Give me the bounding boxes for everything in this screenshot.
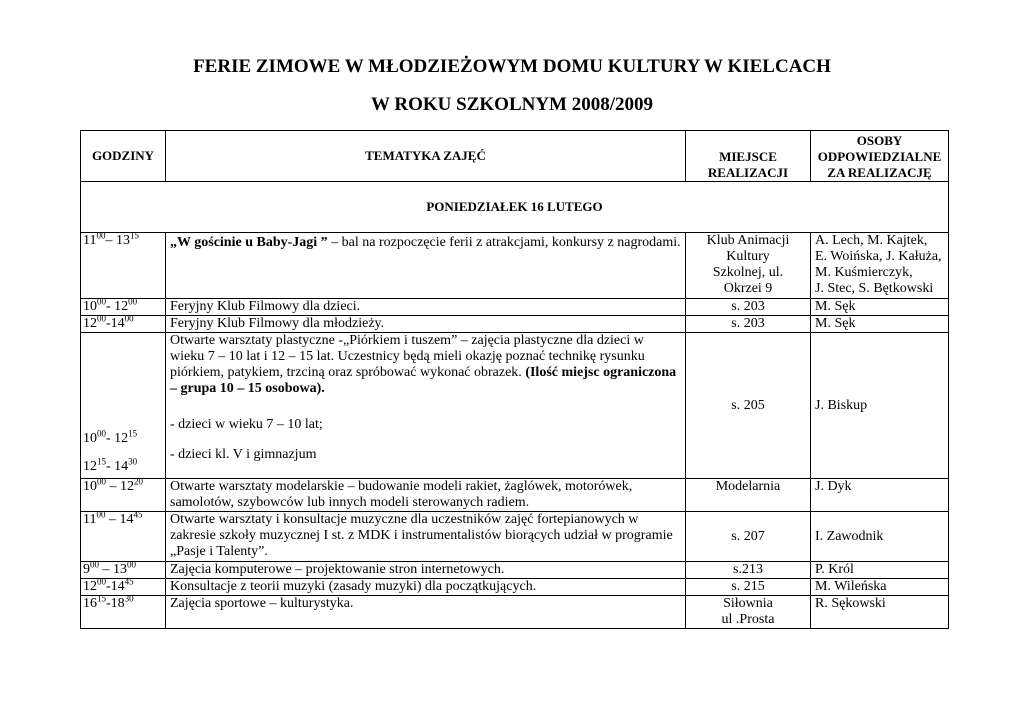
time-line: $12^{15}-$ $14^{30}$	[83, 456, 138, 474]
persons-cell: P. Król	[811, 562, 949, 579]
table-row	[81, 512, 949, 562]
header-miejsce	[686, 131, 811, 182]
header-miejsce-line2: REALIZACJI	[707, 165, 789, 180]
list-item: - dzieci kl. V i gimnazjum	[170, 447, 317, 462]
title-line-2: W ROKU SZKOLNYM 2008/2009	[370, 94, 654, 115]
place-cell: s. 215	[686, 579, 811, 596]
time-cell: $10^{00}-$ $12^{00}$	[81, 299, 166, 316]
place-cell: Siłownia ul .Prosta	[686, 596, 811, 629]
topic-cell: Feryjny Klub Filmowy dla młodzieży.	[166, 316, 686, 333]
time-cell: $12^{00}-14^{45}$	[81, 579, 166, 596]
header-row	[81, 131, 949, 182]
time-line: $10^{00}-$ $12^{15}$	[83, 428, 138, 446]
persons-cell: J. Dyk	[811, 479, 949, 512]
topic-bold: (Ilość miejsc ograniczona – grupa 10 – 15 osobowa).	[170, 365, 677, 396]
place-cell: s.213	[686, 562, 811, 579]
header-osoby	[811, 131, 949, 182]
time-cell: $16^{15}-18^{30}$	[81, 596, 166, 629]
table-row	[81, 299, 949, 316]
topic-cell: „W gościnie u Baby-Jagi ” – bal na rozpoczęcie ferii z atrakcjami, konkursy z nagrodami.	[166, 233, 686, 299]
time-cell: $9^{00} - 13^{00}$	[81, 562, 166, 579]
table-row	[81, 333, 949, 479]
persons-cell: M. Sęk	[811, 316, 949, 333]
time-cell: $10^{00} - 12^{20}$	[81, 479, 166, 512]
topic-cell: Konsultacje z teorii muzyki (zasady muzyki) dla początkujących.	[166, 579, 686, 596]
time-cell: $12^{00}-14^{00}$	[81, 316, 166, 333]
table-row	[81, 479, 949, 512]
header-osoby-line2: ODPOWIEDZIALNE	[817, 149, 942, 164]
topic-cell: Feryjny Klub Filmowy dla dzieci.	[166, 299, 686, 316]
header-godziny: GODZINY	[81, 131, 166, 182]
day-heading: PONIEDZIAŁEK 16 LUTEGO	[81, 182, 949, 233]
table-row	[81, 562, 949, 579]
topic-cell: Otwarte warsztaty plastyczne -„Piórkiem i tuszem” – zajęcia plastyczne dla dzieci w wieku 7 – 10 lat i 12 – 15 lat. Uczestnicy będą mieli okazję poznać technikę rysunku piórkiem, patykiem, trzciną oraz spróbować wykonać obrazek. (Ilość miejsc ograniczona – grupa 10 – 15 osobowa). - dzieci w wieku 7 – 10 lat; - dzieci kl. V i gimnazjum	[166, 333, 686, 479]
header-miejsce-line1: MIEJSCE	[719, 149, 777, 164]
place-cell: s. 203	[686, 316, 811, 333]
topic-bold: „W gościnie u Baby-Jagi ”	[170, 235, 328, 250]
place-cell: s. 207	[686, 512, 811, 562]
header-tematyka: TEMATYKA ZAJĘĆ	[166, 131, 686, 182]
table-row	[81, 233, 949, 299]
persons-cell: I. Zawodnik	[811, 512, 949, 562]
persons-cell: A. Lech, M. Kajtek, E. Woińska, J. Kałuża, M. Kuśmierczyk, J. Stec, S. Bętkowski	[811, 233, 949, 299]
topic-cell: Zajęcia komputerowe – projektowanie stron internetowych.	[166, 562, 686, 579]
table-row	[81, 579, 949, 596]
time-cell: $11^{00}-$ $13^{15}$	[81, 233, 166, 299]
topic-cell: Otwarte warsztaty modelarskie – budowanie modeli rakiet, żaglówek, motorówek, samolotów, szybowców lub innych modeli sterowanych radiem.	[166, 479, 686, 512]
topic-cell: Zajęcia sportowe – kulturystyka.	[166, 596, 686, 629]
header-osoby-line3: ZA REALIZACJĘ	[827, 165, 932, 180]
time-cell: $11^{00} - 14^{45}$	[81, 512, 166, 562]
list-item: - dzieci w wieku 7 – 10 lat;	[170, 417, 323, 432]
place-cell: s. 203	[686, 299, 811, 316]
place-cell: Modelarnia	[686, 479, 811, 512]
persons-cell: M. Wileńska	[811, 579, 949, 596]
topic-cell: Otwarte warsztaty i konsultacje muzyczne dla uczestników zajęć fortepianowych w zakresie szkoły muzycznej I st. z MDK i instrumentalistów biorących udział w programie „Pasje i Talenty”.	[166, 512, 686, 562]
day-row	[81, 182, 949, 233]
place-cell: s. 205	[686, 333, 811, 479]
persons-cell: R. Sękowski	[811, 596, 949, 629]
title-line-1: FERIE ZIMOWE W MŁODZIEŻOWYM DOMU KULTURY W KIELCACH	[193, 56, 831, 77]
table-row	[81, 596, 949, 629]
persons-cell: M. Sęk	[811, 299, 949, 316]
time-cell	[81, 333, 166, 479]
table-row	[81, 316, 949, 333]
header-osoby-line1: OSOBY	[856, 133, 903, 148]
persons-cell: J. Biskup	[811, 333, 949, 479]
place-cell: Klub Animacji Kultury Szkolnej, ul. Okrzei 9	[686, 233, 811, 299]
schedule-table	[80, 130, 949, 629]
